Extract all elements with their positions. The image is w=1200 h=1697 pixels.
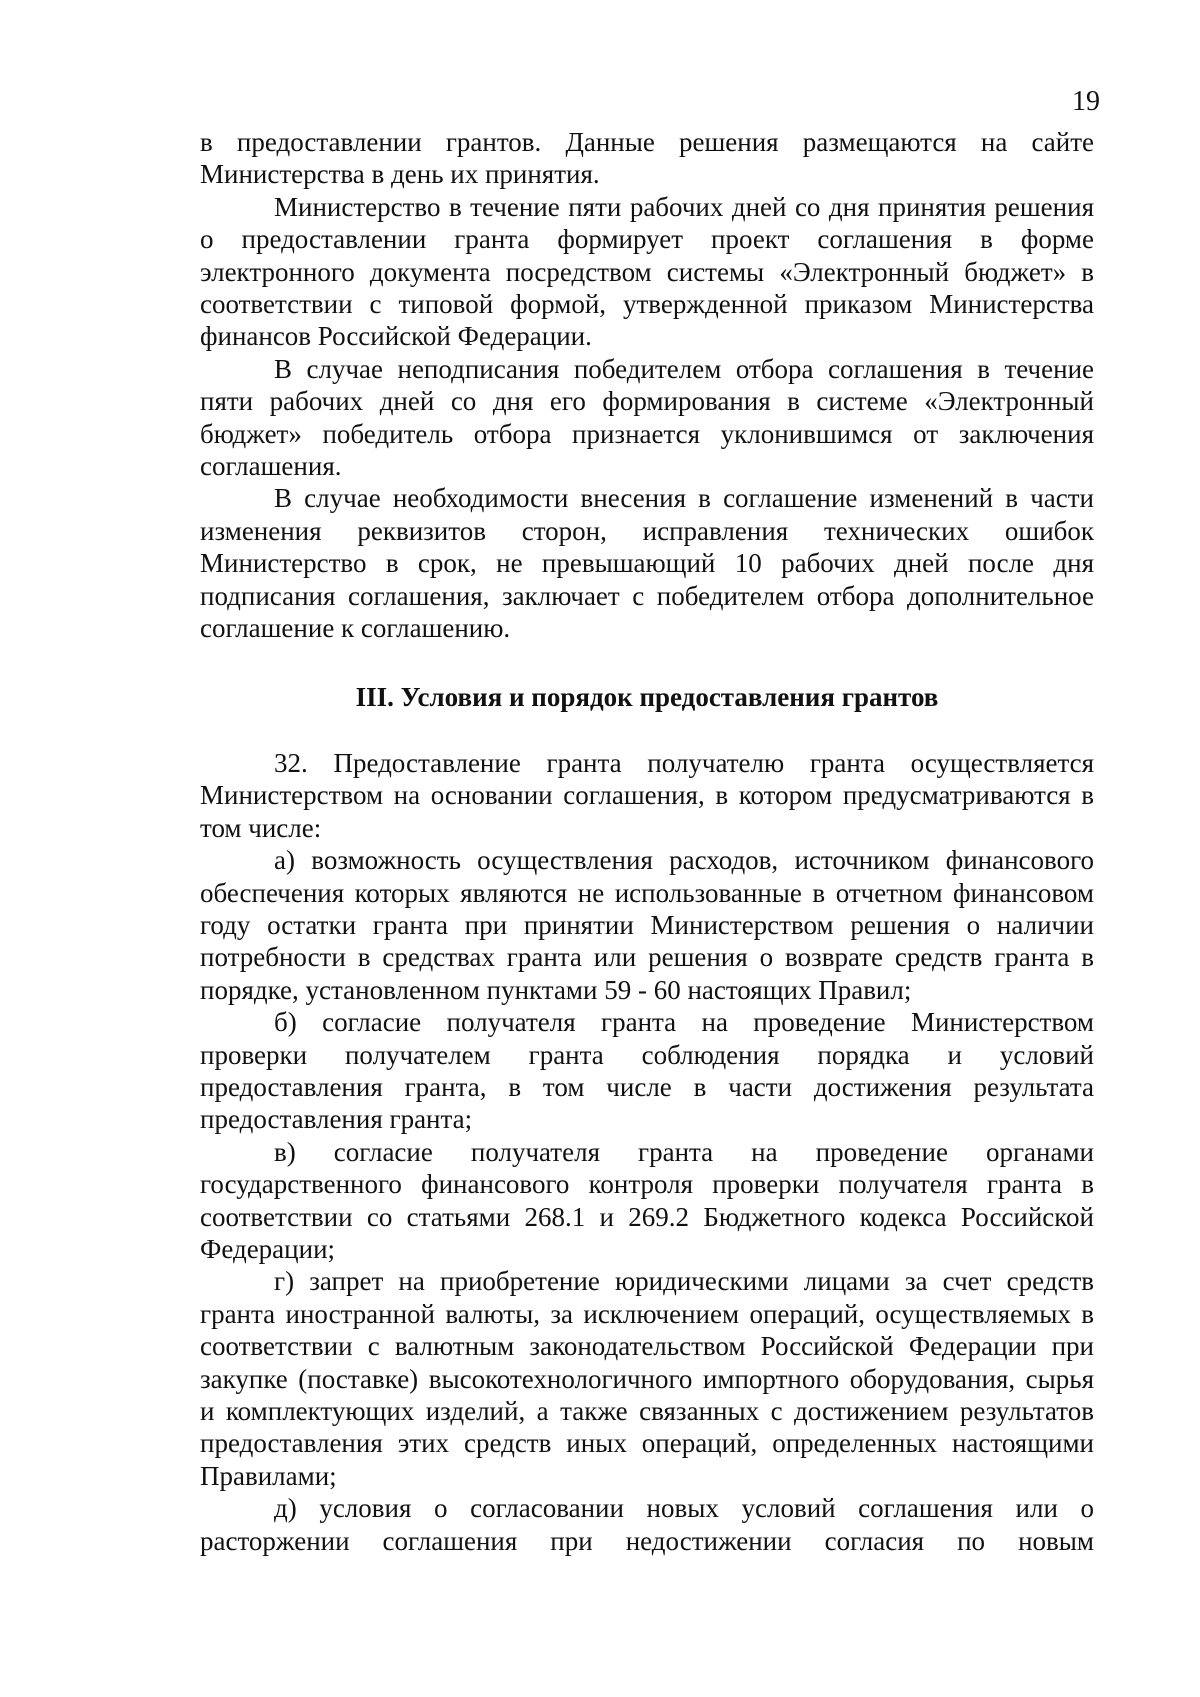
- paragraph-non-signing: В случае неподписания победителем отбора соглашения в течение пяти рабочих дней со дня его формирования в системе «Электронный бюджет» победитель отбора признается уклонившимся от заключения соглашения.: [200, 353, 1094, 482]
- page-number: 19: [1072, 86, 1100, 117]
- paragraph-item-v: в) согласие получателя гранта на проведение органами государственного финансового контроля проверки получателя гранта в соответствии со статьями 268.1 и 269.2 Бюджетного кодекса Российской Федерации;: [200, 1136, 1094, 1264]
- document-body: [200, 126, 1094, 1557]
- paragraph-item-a: а) возможность осуществления расходов, источником финансового обеспечения которых являются не использованные в отчетном финансовом году остатки гранта при принятии Министерством решения о наличии потребности в средствах гранта или решения о возврате средств гранта в порядке, установленном пунктами 59 - 60 настоящих Правил;: [200, 845, 1094, 1005]
- paragraph-agreement-draft: Министерство в течение пяти рабочих дней со дня принятия решения о предоставлении гранта формирует проект соглашения в форме электронного документа посредством системы «Электронный бюджет» в соответствии с типовой формой, утвержденной приказом Министерства финансов Российской Федерации.: [200, 191, 1094, 352]
- section-heading: III. Условия и порядок предоставления грантов: [355, 681, 939, 712]
- paragraph-item-b: б) согласие получателя гранта на проведение Министерством проверки получателем гранта соблюдения порядка и условий предоставления гранта, в том числе в части достижения результата предоставления гранта;: [200, 1007, 1094, 1135]
- paragraph-item-g: г) запрет на приобретение юридическими лицами за счет средств гранта иностранной валюты, за исключением операций, осуществляемых в соответствии с валютным законодательством Российской Федерации при закупке (поставке) высокотехнологичного импортного оборудования, сырья и комплектующих изделий, а также связанных с достижением результатов предоставления этих средств иных операций, определенных настоящими Правилами;: [200, 1266, 1094, 1491]
- paragraph-continuation: в предоставлении грантов. Данные решения размещаются на сайте Министерства в день их принятия.: [200, 127, 1094, 190]
- paragraph-item-d: д) условия о согласовании новых условий соглашения или о расторжении соглашения при недостижении согласия по новым: [200, 1493, 1094, 1556]
- paragraph-item-32: 32. Предоставление гранта получателю гранта осуществляется Министерством на основании соглашения, в котором предусматриваются в том числе:: [200, 747, 1094, 843]
- paragraph-amendments: В случае необходимости внесения в соглашение изменений в части изменения реквизитов сторон, исправления технических ошибок Министерство в срок, не превышающий 10 рабочих дней после дня подписания соглашения, заключает с победителем отбора дополнительное соглашение к соглашению.: [200, 483, 1094, 644]
